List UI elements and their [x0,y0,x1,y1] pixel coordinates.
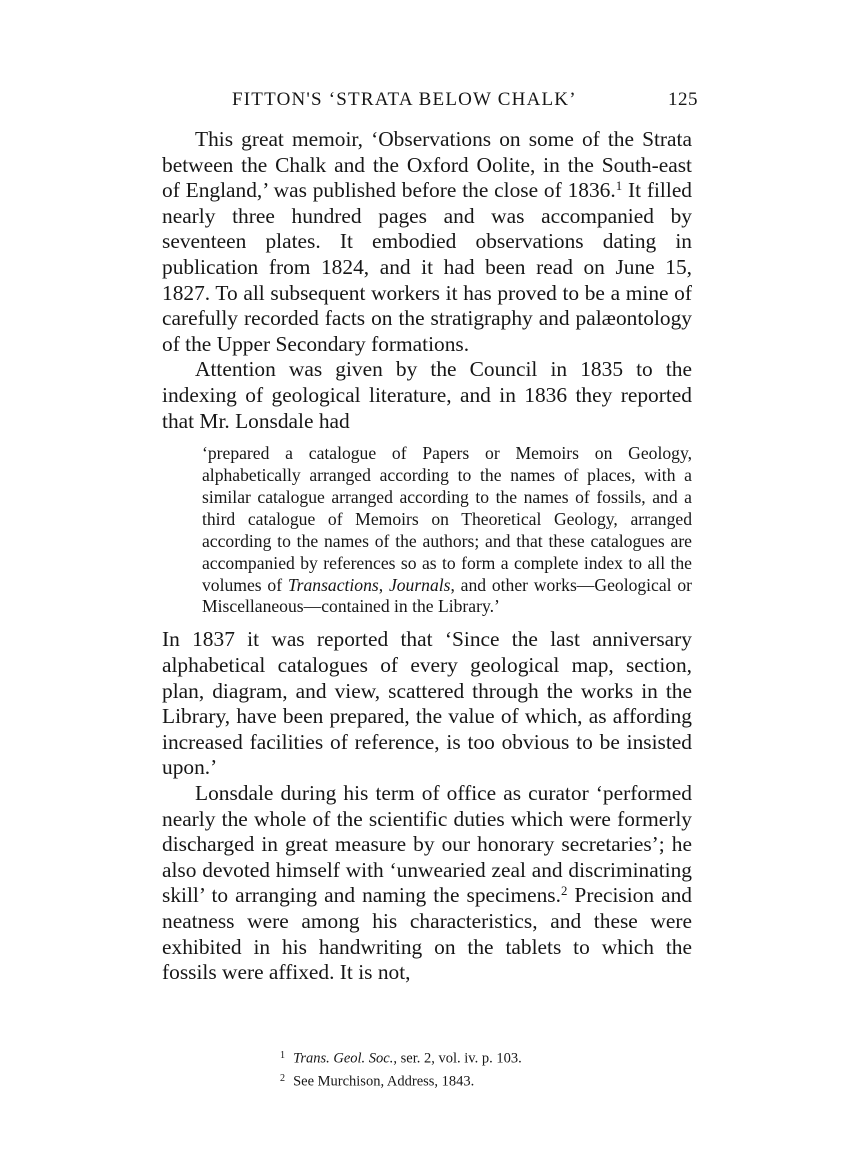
quote-separator: , [378,574,389,595]
footnote-2 [280,1069,522,1092]
paragraph-memoir-text: This great memoir, ‘Observations on some of the Strata between the Chalk and the Oxford Oolite, in the South-east of England,’ was published before the close of 1836. [162,127,692,203]
footnotes [280,1046,522,1091]
paragraph-lonsdale-text: Lonsdale during his term of office as curator ‘performed nearly the whole of the scientific duties which were formerly discharged in great measure by our honorary secretaries’; he also devoted himself with ‘unwearied zeal and discriminating skill’ to arranging and naming the specimens. [162,780,692,908]
paragraph-1837: In 1837 it was reported that ‘Since the last anniversary alphabetical catalogues of every geological map, section, plan, diagram, and view, scattered through the works in the Library, have been prepared, the value of which, as affording increased facilities of reference, is too obvious to be insisted upon.’ [162,627,692,780]
footnote-1-italic: Trans. Geol. Soc. [293,1050,394,1067]
footnote-2-text: See Murchison, Address, 1843. [293,1073,475,1090]
quote-text: ‘prepared a catalogue of Papers or Memoirs on Geology, alphabetically arranged according to the names of places, with a similar catalogue arranged according to the names of fossils, and a third catalogue of Memoirs on Theoretical Geology, arranged according to the names of the authors; and that these catalogues are accompanied by references so as to form a complete index to all the volumes of [202,443,692,595]
block-quote [202,443,692,618]
body-text [162,127,692,986]
paragraph-memoir-text-cont: It filled nearly three hundred pages and was accompanied by seventeen plates. It embodied observations dating in publication from 1824, and it had been read on June 15, 1827. To all subsequent workers it has proved to be a mine of carefully recorded facts on the stratigraphy and palæontology of the Upper Secondary formations. [162,178,693,356]
footnote-2-mark: 2 [280,1072,286,1084]
quote-text-end: , and other works—Geological or Miscellaneous—contained in the Library.’ [202,574,692,617]
paragraph-memoir [162,127,692,357]
paragraph-lonsdale [162,781,692,986]
footnote-1-text: , ser. 2, vol. iv. p. 103. [393,1050,522,1067]
quote-italic-journals: Journals [388,574,451,595]
running-title: FITTON'S ‘STRATA BELOW CHALK’ [232,89,577,110]
footnote-ref-2: 2 [560,884,568,899]
footnote-1 [280,1046,522,1069]
quote-italic-transactions: Transactions [287,574,379,595]
footnote-ref-1: 1 [615,179,623,194]
paragraph-lonsdale-text-cont: Precision and neatness were among his characteristics, and these were exhibited in his handwriting on the tablets to which the fossils were affixed. It is not, [162,883,692,985]
paragraph-indexing: Attention was given by the Council in 1835 to the indexing of geological literature, and in 1836 they reported that Mr. Lonsdale had [162,357,692,433]
running-head [162,89,698,117]
footnote-1-mark: 1 [280,1050,286,1061]
page-number: 125 [668,89,698,110]
